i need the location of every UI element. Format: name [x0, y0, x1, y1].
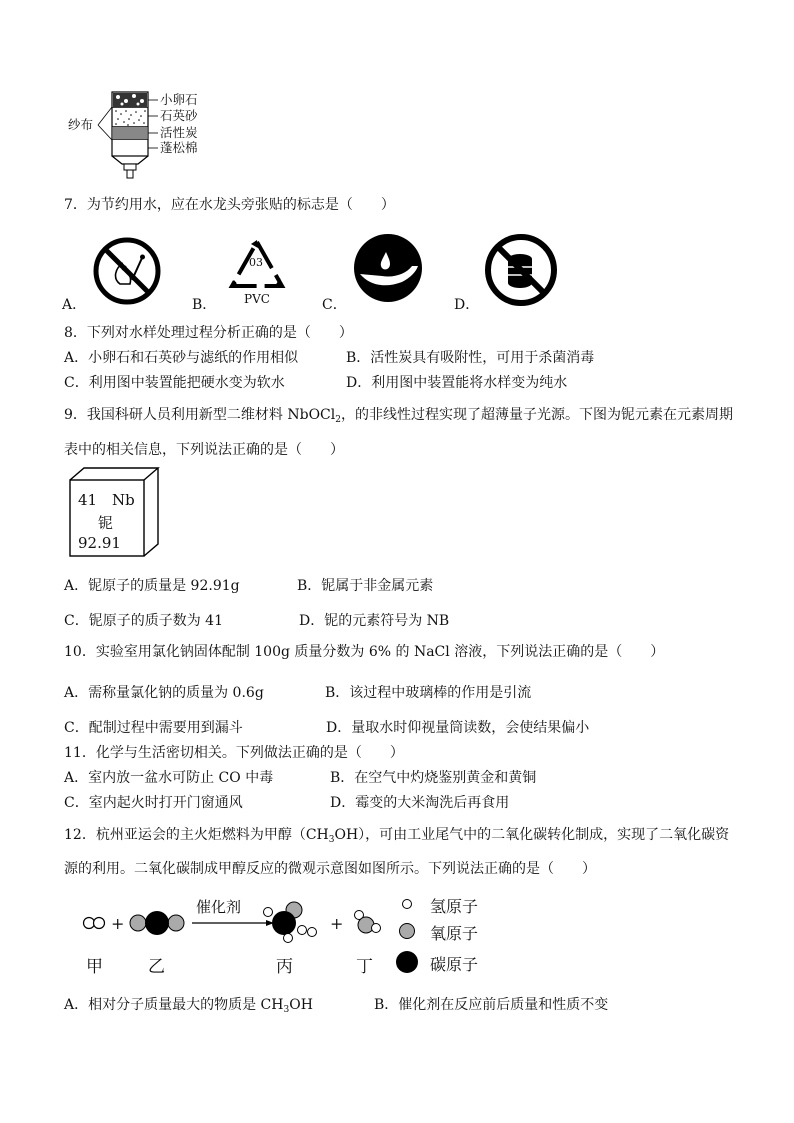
species-label-jia: 甲: [86, 957, 103, 977]
q7-option-a[interactable]: [62, 236, 182, 316]
q8-option-b[interactable]: B．活性炭具有吸附性，可用于杀菌消毒: [346, 350, 595, 366]
plus-sign-2: +: [330, 914, 344, 933]
q10-stem: 10．实验室用氯化钠固体配制 100g 质量分数为 6% 的 NaCl 溶液，下列说法正确的是（ ）: [64, 644, 665, 660]
option-letter: B．: [192, 297, 217, 313]
no-fire-icon: [92, 236, 162, 306]
q7-option-c[interactable]: [322, 232, 442, 316]
activated-carbon-label: 活性炭: [160, 125, 198, 140]
q11-stem: 11．化学与生活密切相关。下列做法正确的是（ ）: [64, 745, 404, 761]
q10-option-c[interactable]: C．配制过程中需要用到漏斗: [64, 720, 243, 736]
q12-option-a-part-a: A．相对分子质量最大的物质是 CH: [64, 997, 284, 1013]
option-letter: D．: [454, 297, 480, 313]
species-label-yi: 乙: [148, 957, 165, 977]
q11-option-b[interactable]: B．在空气中灼烧鉴别黄金和黄铜: [330, 770, 537, 786]
plus-sign-1: +: [111, 914, 125, 933]
q7-option-b[interactable]: [192, 236, 312, 316]
q12-option-a-subscript: 3: [283, 1005, 290, 1015]
legend-carbon: 碳原子: [430, 955, 479, 974]
q12-stem-part-a: 12．杭州亚运会的主火炬燃料为甲醇（CH: [64, 827, 329, 843]
q8-option-c[interactable]: C．利用图中装置能把硬水变为软水: [64, 375, 285, 391]
q11-option-a[interactable]: A．室内放一盆水可防止 CO 中毒: [64, 770, 274, 786]
q11-option-d[interactable]: D．霉变的大米淘洗后再食用: [330, 795, 510, 811]
q12-option-b[interactable]: B．催化剂在反应前后质量和性质不变: [374, 997, 609, 1013]
quartz-sand-label: 石英砂: [160, 108, 198, 123]
q9-stem-part-a: 9．我国科研人员利用新型二维材料 NbOCl: [64, 407, 336, 423]
legend-hydrogen: 氢原子: [430, 897, 479, 916]
q12-stem-line-2: 源的利用。二氧化碳制成甲醇反应的微观示意图如图所示。下列说法正确的是（ ）: [64, 861, 596, 877]
q9-stem-line-1: [64, 405, 733, 430]
element-cell: [68, 466, 162, 558]
atom-legend-markers: [392, 894, 422, 980]
gauze-label: 纱布: [68, 117, 94, 132]
no-dumping-barrel-icon: [484, 233, 558, 307]
q9-option-b[interactable]: B．铌属于非金属元素: [297, 578, 434, 594]
q9-stem-part-b: ，的非线性过程实现了超薄量子光源。下图为铌元素在元素周期: [340, 407, 733, 423]
water-saving-icon: [352, 232, 424, 304]
option-letter: A．: [62, 297, 87, 313]
q8-option-d[interactable]: D．利用图中装置能将水样变为纯水: [346, 375, 568, 391]
species-label-ding: 丁: [356, 957, 373, 977]
element-symbol: Nb: [112, 491, 135, 509]
q10-option-a[interactable]: A．需称量氯化钠的质量为 0.6g: [64, 685, 264, 701]
element-atomic-number: 41: [78, 491, 98, 509]
element-name: 铌: [98, 514, 114, 532]
atom-legend: [392, 894, 502, 980]
legend-oxygen: 氧原子: [430, 924, 479, 943]
q12-option-a-part-b: OH: [289, 997, 313, 1013]
q8-option-a[interactable]: A．小卵石和石英砂与滤纸的作用相似: [64, 350, 299, 366]
pebble-label: 小卵石: [160, 92, 198, 107]
q9-option-a[interactable]: A．铌原子的质量是 92.91g: [64, 578, 240, 594]
species-label-bing: 丙: [276, 957, 293, 977]
q12-option-a[interactable]: [64, 995, 313, 1020]
q9-stem-subscript: 2: [335, 415, 341, 425]
q9-option-d[interactable]: D．铌的元素符号为 NB: [299, 613, 450, 629]
q7-stem: 7．为节约用水，应在水龙头旁张贴的标志是（ ）: [64, 197, 395, 213]
option-letter: C．: [322, 297, 347, 313]
recycle-material: PVC: [244, 292, 270, 306]
q9-stem-line-2: 表中的相关信息，下列说法正确的是（ ）: [64, 442, 344, 458]
q7-option-d[interactable]: [454, 233, 574, 316]
q12-stem-subscript: 3: [328, 835, 335, 845]
cotton-label: 蓬松棉: [160, 140, 198, 155]
q11-option-c[interactable]: C．室内起火时打开门窗通风: [64, 795, 243, 811]
q10-option-b[interactable]: B．该过程中玻璃棒的作用是引流: [325, 685, 532, 701]
q12-stem-line-1: [64, 825, 729, 850]
element-atomic-mass: 92.91: [78, 534, 121, 552]
q10-option-d[interactable]: D．量取水时仰视量筒读数，会使结果偏小: [326, 720, 590, 736]
q12-stem-part-b: OH），可由工业尾气中的二氧化碳转化制成，实现了二氧化碳资: [334, 827, 730, 843]
q8-stem: 8．下列对水样处理过程分析正确的是（ ）: [64, 325, 353, 341]
recycle-code: 03: [249, 256, 263, 269]
catalyst-label: 催化剂: [196, 898, 242, 916]
q9-option-c[interactable]: C．铌原子的质子数为 41: [64, 613, 223, 629]
